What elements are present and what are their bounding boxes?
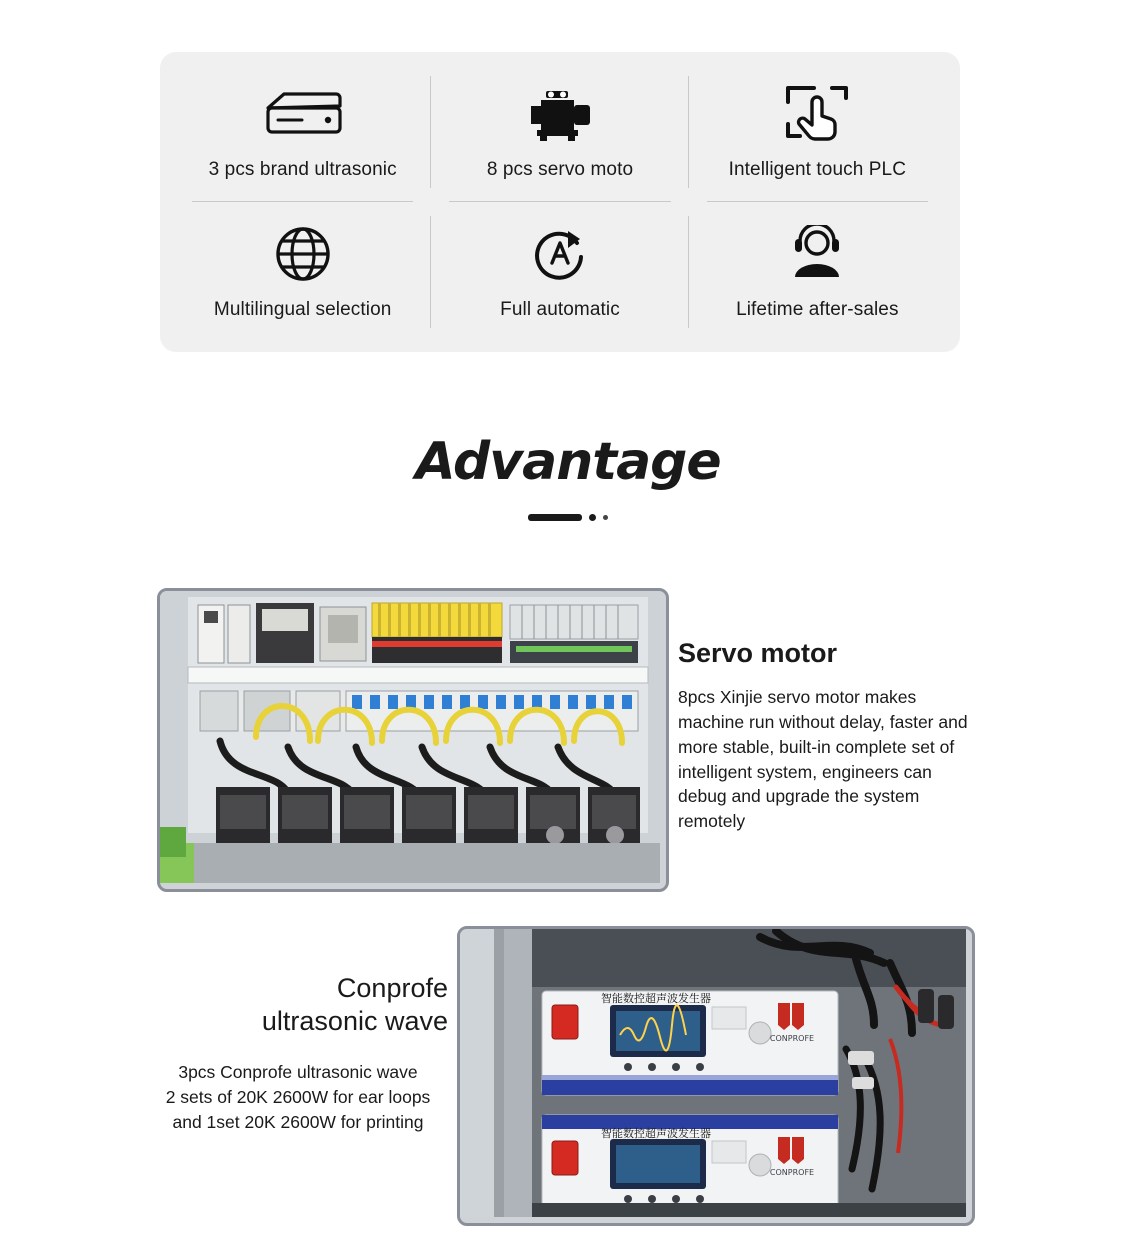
feature-item-multilingual[interactable]: [174, 202, 431, 342]
feature-item-full-automatic[interactable]: [431, 202, 688, 342]
feature-label: Intelligent touch PLC: [728, 159, 907, 180]
feature-item-servo[interactable]: [431, 62, 688, 202]
servo-motor-icon: [519, 83, 601, 145]
ultrasonic-generator-photo: [457, 926, 975, 1226]
svg-text:智能数控超声波发生器: 智能数控超声波发生器: [601, 1127, 711, 1140]
feature-label: Full automatic: [500, 299, 620, 320]
feature-item-ultrasonic[interactable]: [174, 62, 431, 202]
servo-motor-text-block: [678, 638, 978, 834]
heading-rule: [0, 514, 1136, 521]
headset-support-icon: [786, 223, 848, 285]
ultrasonic-title-line1: Conprofe: [336, 973, 448, 1003]
ultrasonic-generator-icon: [262, 83, 344, 145]
servo-cabinet-photo: [157, 588, 669, 892]
ultrasonic-title: [148, 972, 448, 1038]
servo-motor-body: 8pcs Xinjie servo motor makes machine run without delay, faster and more stable, built-in complete set of intelligent system, engineers can debug and upgrade the system remotely: [678, 687, 968, 832]
servo-motor-title: Servo motor: [678, 638, 838, 668]
ultrasonic-title-line2: ultrasonic wave: [261, 1005, 448, 1036]
feature-item-after-sales[interactable]: [689, 202, 946, 342]
rule-dot: [589, 514, 596, 521]
ultrasonic-body-line3: and 1set 20K 2600W for printing: [172, 1111, 424, 1132]
rule-bar: [528, 514, 582, 521]
rule-dot-small: [603, 515, 608, 520]
section-heading: Advantage: [415, 432, 721, 492]
globe-icon: [274, 223, 332, 285]
ultrasonic-body-line1: 3pcs Conprofe ultrasonic wave: [178, 1061, 418, 1082]
touch-plc-icon: [782, 83, 852, 145]
feature-item-touch-plc[interactable]: [689, 62, 946, 202]
ultrasonic-body: [148, 1060, 448, 1135]
svg-text:CONPROFE: CONPROFE: [769, 1168, 815, 1177]
feature-label: Multilingual selection: [213, 299, 392, 320]
svg-text:智能数控超声波发生器: 智能数控超声波发生器: [601, 992, 711, 1005]
feature-label: 3 pcs brand ultrasonic: [208, 159, 397, 180]
feature-label: Lifetime after-sales: [736, 299, 899, 320]
feature-label: 8 pcs servo moto: [486, 159, 634, 180]
ultrasonic-text-block: [148, 972, 448, 1134]
automatic-cycle-icon: [530, 223, 590, 285]
features-panel: [160, 52, 960, 352]
svg-text:CONPROFE: CONPROFE: [769, 1034, 815, 1043]
ultrasonic-body-line2: 2 sets of 20K 2600W for ear loops: [165, 1086, 431, 1107]
